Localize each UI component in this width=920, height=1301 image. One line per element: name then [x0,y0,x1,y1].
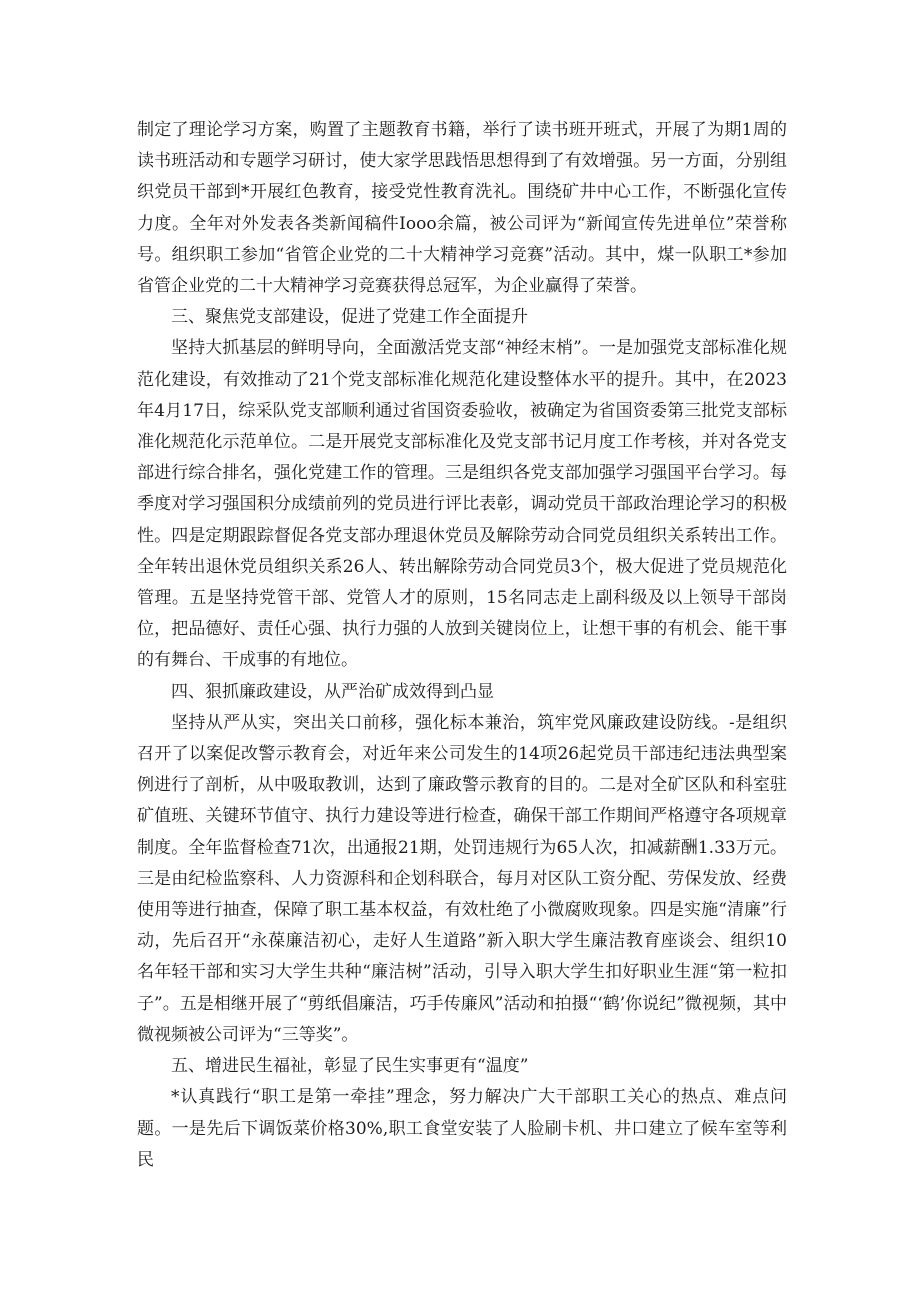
paragraph-welfare: *认真践行“职工是第一牵挂”理念，努力解决广大干部职工关心的热点、难点问题。一是先后下调饭菜价格30%,职工食堂安装了人脸刷卡机、井口建立了候车室等利民 [137,1087,787,1170]
paragraph-party-branch: 坚持大抓基层的鲜明导向，全面激活党支部“神经末梢”。一是加强党支部标准化规范化建设，有效推动了21个党支部标准化规范化建设整体水平的提升。其中，在2023年4月17日，综采队党支部顺利通过省国资委验收，被确定为省国资委第三批党支部标准化规范化示范单位。二是开展党支部标准化及党支部书记月度工作考核，并对各党支部进行综合排名，强化党建工作的管理。三是组织各党支部加强学习强国平台学习。每季度对学习强国积分成绩前列的党员进行评比表彰，调动党员干部政治理论学习的积极性。四是定期跟踪督促各党支部办理退休党员及解除劳动合同党员组织关系转出工作。全年转出退休党员组织关系26人、转出解除劳动合同党员3个，极大促进了党员规范化管理。五是坚持党管干部、党管人才的原则，15名同志走上副科级及以上领导干部岗位，把品德好、责任心强、执行力强的人放到关键岗位上，让想干事的有机会、能干事的有舞台、干成事的有地位。 [137,338,787,671]
paragraph-propaganda-work: 制定了理论学习方案，购置了主题教育书籍，举行了读书班开班式，开展了为期1周的读书班活动和专题学习研讨，使大家学思践悟思想得到了有效增强。另一方面，分别组织党员干部到*开展红色教育，接受党性教育洗礼。围绕矿井中心工作，不断强化宣传力度。全年对外发表各类新闻稿件Iooo余篇，被公司评为“新闻宣传先进单位”荣誉称号。组织职工参加“省管企业党的二十大精神学习竞赛”活动。其中，煤一队职工*参加省管企业党的二十大精神学习竞赛获得总冠军，为企业赢得了荣誉。 [137,120,787,297]
paragraph-integrity: 坚持从严从实，突出关口前移，强化标本兼治，筑牢党风廉政建设防线。-是组织召开了以案促改警示教育会，对近年来公司发生的14项26起党员干部违纪违法典型案例进行了剖析，从中吸取教训，达到了廉政警示教育的目的。二是对全矿区队和科室驻矿值班、关键环节值守、执行力建设等进行检查，确保干部工作期间严格遵守各项规章制度。全年监督检查71次，出通报21期，处罚违规行为65人次，扣减薪酬1.33万元。三是由纪检监察科、人力资源科和企划科联合，每月对区队工资分配、劳保发放、经费使用等进行抽查，保障了职工基本权益，有效杜绝了小微腐败现象。四是实施“清廉”行动，先后召开“永葆廉洁初心，走好人生道路”新入职大学生廉洁教育座谈会、组织10名年轻干部和实习大学生共种“廉洁树”活动，引导入职大学生扣好职业生涯“第一粒扣子”。五是相继开展了“剪纸倡廉洁，巧手传廉风”活动和拍摄“‘鹤’你说纪”微视频，其中微视频被公司评为“三等奖”。 [137,712,787,1045]
section-heading-welfare: 五、增进民生福祉，彰显了民生实事更有“温度” [171,1056,529,1077]
section-heading-integrity: 四、狠抓廉政建设，从严治矿成效得到凸显 [171,681,494,702]
document-body [137,115,787,1176]
section-heading-party-branch: 三、聚焦党支部建设，促进了党建工作全面提升 [171,307,528,328]
